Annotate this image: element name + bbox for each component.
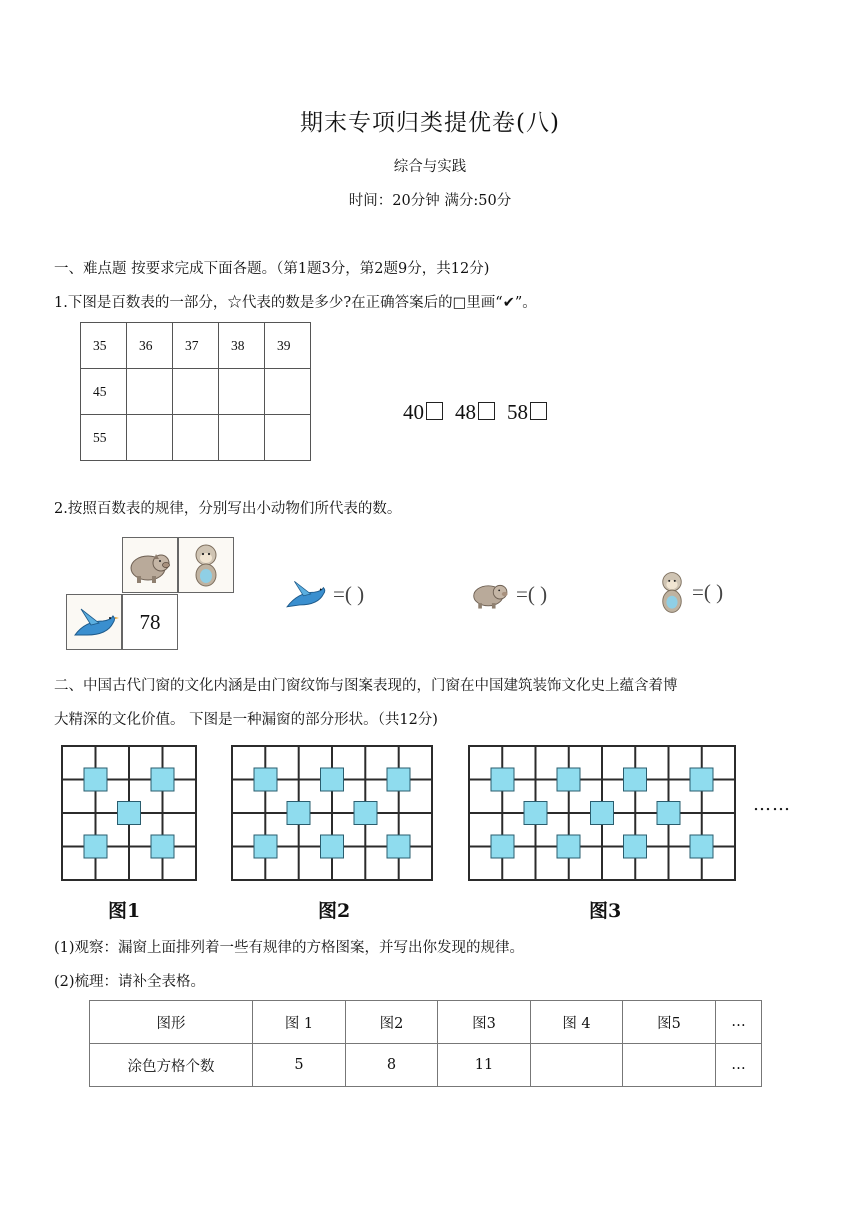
equation-monkey-text: =( ) <box>692 579 724 604</box>
table-cell: 图 4 <box>531 1001 623 1044</box>
table-cell: 38 <box>219 323 265 369</box>
table-cell: 图5 <box>623 1001 716 1044</box>
bird-icon <box>67 595 121 649</box>
choice-checkbox[interactable] <box>530 402 547 420</box>
choice-label: 40 <box>403 400 424 424</box>
monkey-icon <box>652 567 692 617</box>
table-cell: 涂色方格个数 <box>90 1044 253 1087</box>
equation-pig <box>466 572 616 616</box>
figure-label-2: 图2 <box>318 900 351 922</box>
table-cell: 37 <box>173 323 219 369</box>
table-cell <box>127 369 173 415</box>
window-figure-3 <box>467 744 739 884</box>
table-cell <box>219 415 265 461</box>
sub-question-1: (1)观察：漏窗上面排列着一些有规律的方格图案，并写出你发现的规律。 <box>54 940 525 956</box>
table-cell: … <box>716 1001 762 1044</box>
hundred-table <box>80 322 311 461</box>
section1-heading: 一、难点题 按要求完成下面各题。（第1题3分，第2题9分，共12分) <box>54 261 490 277</box>
table-cell: 图3 <box>438 1001 531 1044</box>
table-cell: 55 <box>81 415 127 461</box>
table-row <box>81 415 311 461</box>
question-2: 2.按照百数表的规律，分别写出小动物们所代表的数。 <box>54 501 402 517</box>
table-cell: 39 <box>265 323 311 369</box>
answer-cell[interactable] <box>531 1044 623 1087</box>
grid-cell-78: 78 <box>122 594 178 650</box>
pig-icon <box>123 538 177 592</box>
table-row <box>90 1001 762 1044</box>
page-title: 期末专项归类提优卷(八) <box>300 110 560 136</box>
section2-line2: 大精深的文化价值。 下图是一种漏窗的部分形状。（共12分) <box>54 712 438 728</box>
bird-icon <box>283 574 333 614</box>
choice-checkbox[interactable] <box>478 402 495 420</box>
table-cell: 图2 <box>346 1001 438 1044</box>
answer-cell[interactable] <box>623 1044 716 1087</box>
monkey-icon <box>179 538 233 592</box>
table-cell <box>265 415 311 461</box>
table-cell: 35 <box>81 323 127 369</box>
window-figure-1 <box>60 744 200 884</box>
table-cell: 11 <box>438 1044 531 1087</box>
pig-icon <box>466 574 516 614</box>
grid-cell-bird <box>66 594 122 650</box>
table-row <box>81 369 311 415</box>
equation-monkey <box>652 566 812 618</box>
table-cell: … <box>716 1044 762 1087</box>
page-subtitle: 综合与实践 <box>393 159 467 175</box>
sub-question-2: (2)梳理：请补全表格。 <box>54 974 206 990</box>
choice-label: 48 <box>455 400 476 424</box>
table-cell <box>173 415 219 461</box>
table-cell: 45 <box>81 369 127 415</box>
table-cell: 图形 <box>90 1001 253 1044</box>
table-cell <box>265 369 311 415</box>
ellipsis: …… <box>753 794 791 815</box>
question-1: 1.下图是百数表的一部分，☆代表的数是多少?在正确答案后的□里画“✔”。 <box>54 295 537 311</box>
pattern-table <box>89 1000 762 1087</box>
equation-bird-text: =( ) <box>333 581 365 606</box>
equation-bird <box>283 572 433 616</box>
animal-grid <box>66 537 241 653</box>
table-cell: 8 <box>346 1044 438 1087</box>
window-figure-2 <box>230 744 436 884</box>
figure-label-3: 图3 <box>589 900 622 922</box>
grid-cell-monkey <box>178 537 234 593</box>
equation-pig-text: =( ) <box>516 581 548 606</box>
answer-choices <box>403 400 559 425</box>
table-cell: 图 1 <box>253 1001 346 1044</box>
table-cell <box>127 415 173 461</box>
time-info: 时间：20分钟 满分:50分 <box>348 193 512 209</box>
section2-line1: 二、中国古代门窗的文化内涵是由门窗纹饰与图案表现的，门窗在中国建筑装饰文化史上蕴含着博 <box>54 678 678 694</box>
choice-label: 58 <box>507 400 528 424</box>
table-cell: 5 <box>253 1044 346 1087</box>
figure-label-1: 图1 <box>108 900 141 922</box>
table-row <box>90 1044 762 1087</box>
table-row <box>81 323 311 369</box>
table-cell <box>219 369 265 415</box>
table-cell: 36 <box>127 323 173 369</box>
grid-cell-pig <box>122 537 178 593</box>
choice-checkbox[interactable] <box>426 402 443 420</box>
table-cell <box>173 369 219 415</box>
